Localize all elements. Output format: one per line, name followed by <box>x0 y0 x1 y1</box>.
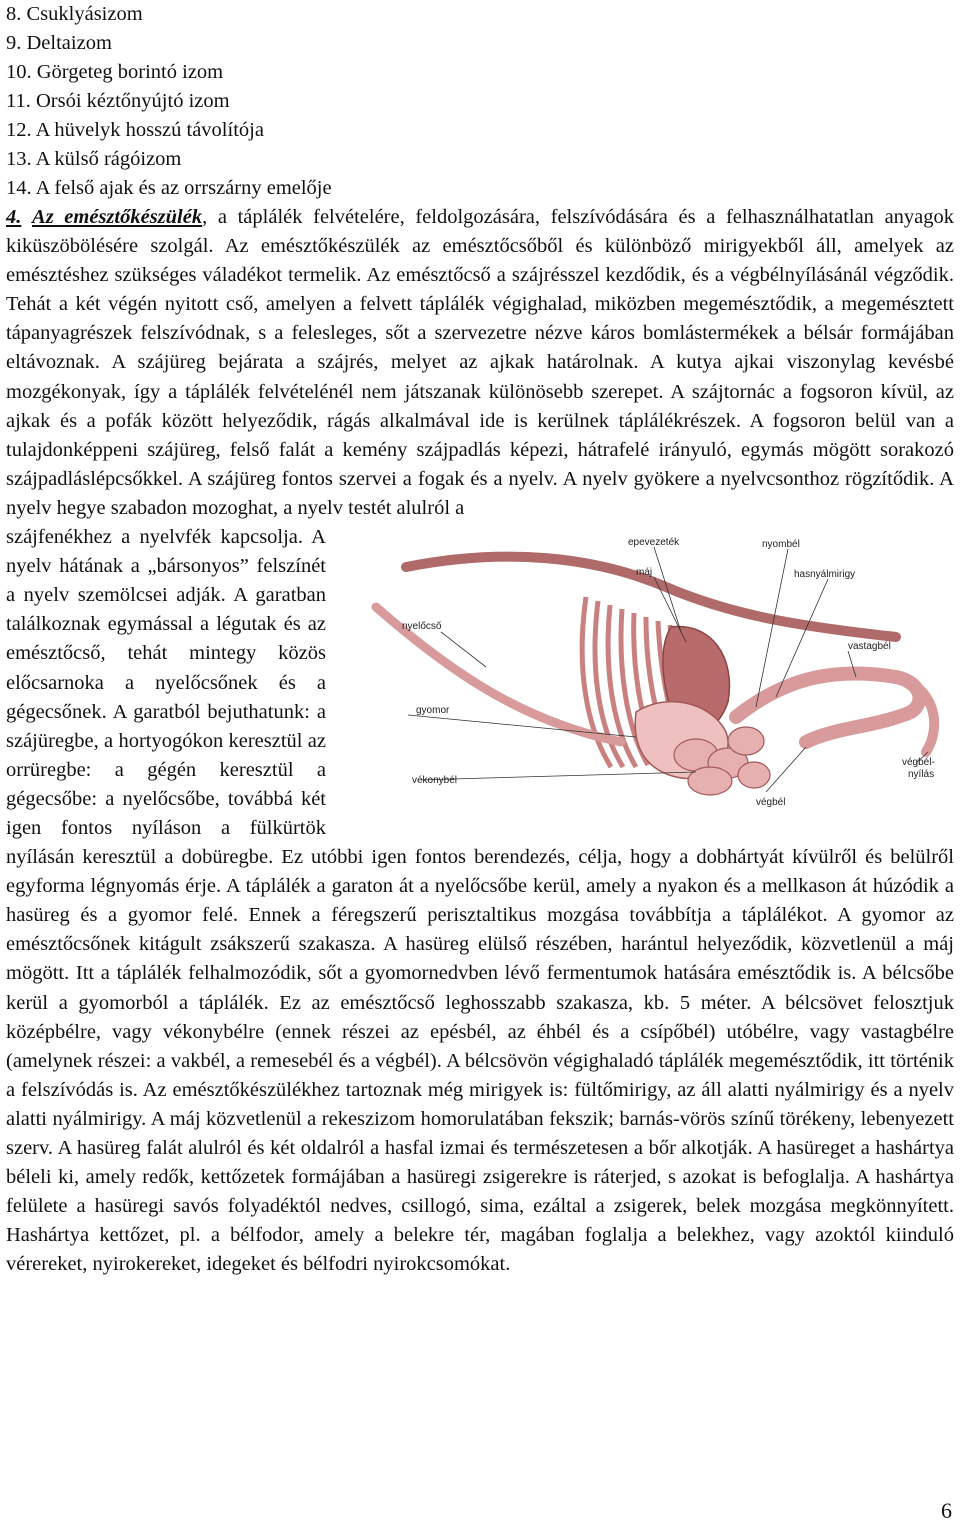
section-lead: Az emésztőkészülék <box>32 206 203 228</box>
list-item: 10. Görgeteg borintó izom <box>6 61 224 83</box>
list-item: 9. Deltaizom <box>6 32 112 54</box>
label-nyombel: nyombél <box>762 539 800 551</box>
label-epevezetek: epevezeték <box>628 537 680 549</box>
section-number: 4. <box>6 206 22 228</box>
page-number: 6 <box>941 1498 952 1523</box>
digestive-system-diagram <box>336 527 954 822</box>
document-page <box>6 0 954 1279</box>
label-vekonybel: vékonybél <box>412 775 458 787</box>
list-item: 12. A hüvelyk hosszú távolítója <box>6 119 264 141</box>
label-vastagbel: vastagbél <box>848 641 891 653</box>
section-paragraph-continued: szájfenékhez a nyelvfék kapcsolja. A nyelv hátának a „bársonyos” felszínét a nyelv szemölcsei adják. A garatban találkoznak egymással a légutak és az emésztőcső, tehát mintegy közös előcsarnoka a nyelőcsőnek és a gégecsőnek. A garatból bejuthatunk: a szájüregbe, a hortyogókon keresztül az orrüregbe: a gégén keresztül a gégecsőbe: a nyelőcsőbe, továbbá két igen fontos nyíláson a fülkürtök nyílásán keresztül a dobüregbe. Ez utóbbi igen fontos berendezés, célja, hogy a dobhártyát kívülről és belülről egyforma légnyomás érje. A táplálék a garaton át a nyelőcsőbe kerül, amely a nyakon és a mellkason át húzódik a hasüreg és a gyomor felé. Ennek a féregszerű perisztaltikus mozgása továbbítja a táplálékot. A gyomor az emésztőcsőnek kitágult zsákszerű szakasza. A hasüreg elülső részében, harántul helyeződik, közvetlenül a máj mögött. Itt a táplálék felhalmozódik, sőt a gyomornedvben lévő fermentumok hatására emésztődik is. A bélcsőbe kerül a gyomorból a táplálék. Ez az emésztőcső leghosszabb szakasza, kb. 5 méter. A bélcsövet felosztjuk középbélre, vagy vékonybélre (ennek részei az epésbél, az éhbél és a csípőbél) utóbélre, vagy vastagbélre (amelynek részei: a vakbél, a remesebél és a végbél). A bélcsövön végighaladó táplálék megemésztődik, itt történik a felszívódás is. Az emésztőkészülékhez tartoznak még mirigyek is: fültőmirigy, az áll alatti nyálmirigy és a nyelv alatti nyálmirigy. A máj közvetlenül a rekeszizom homorulatában fekszik; barnás-vörös színű törékeny, lebenyezett szerv. A hasüreg falát alulról és két oldalról a hasfal izmai és természetesen a bőr alkotják. A hasüreget a hashártya béleli ki, amely redők, kettőzetek formájában a hasüregi zsigerekre is ráterjed, s azokat is befoglalja. A hashártya felülete a hasüregi savós folyadéktól nedves, csillogó, sima, ezáltal a zsigerek, belek mozgása megkönnyített. Hashártya kettőzet, pl. a bélfodor, amely a belekre tér, magában foglalja a belekhez, vagy azoktól kiinduló vérereket, nyirokereket, idegeket és bélfodri nyirokcsomókat. <box>6 526 954 1276</box>
label-vegbel-nyilas <box>902 757 938 780</box>
list-item: 11. Orsói kéztőnyújtó izom <box>6 90 230 112</box>
label-nyelocso: nyelőcső <box>402 621 442 633</box>
label-vegbel: végbél <box>756 797 786 809</box>
section-paragraph <box>6 203 954 523</box>
label-hasnyalmirigy: hasnyálmirigy <box>794 569 856 581</box>
list-item: 13. A külső rágóizom <box>6 148 182 170</box>
label-maj: máj <box>636 567 653 579</box>
label-vegbel-nyilas-line1: végbél- <box>902 757 935 769</box>
digestive-system-figure <box>336 527 954 822</box>
muscle-list <box>6 0 954 203</box>
section-text-intro: , a táplálék felvételére, feldolgozására, felszívódására és a felhasználhatatlan anyagok kiküszöbölésére szolgál. Az emésztőkészülék az emésztőcsőből és különböző mirigyekből áll, amelyek az emésztéshez szükséges váladékot termelik. Az emésztőcső a szájrésszel kezdődik, és a végbélnyílásánál végződik. Tehát a két végén nyitott cső, amelyen a felvett táplálék végighalad, miközben megemésztődik, a megemésztett tápanyagrészek felszívódnak, s a felesleges, sőt a szervezetre nézve káros bomlástermékek a bélsár formájában eltávoznak. A szájüreg bejárata a szájrés, melyet az ajkak határolnak. A kutya ajkai viszonylag kevésbé mozgékonyak, így a táplálék felvételénél nem játszanak különösebb szerepet. A szájtornác a fogsoron kívül, az ajkak és a pofák között helyeződik, rágás alkalmával ide is kerülnek táplálékrészek. A fogsoron belül van a tulajdonképpeni szájüreg, felső falát a kemény szájpadlás képezi, hátrafelé irányuló, egymás mögött sorakozó szájpadláslépcsőkkel. A szájüreg fontos szervei a fogak és a nyelv. A nyelv gyökere a nyelvcsonthoz rögzítődik. A nyelv hegye szabadon mozoghat, a nyelv testét alulról a <box>6 206 955 519</box>
list-item: 8. Csuklyásizom <box>6 3 143 25</box>
large-intestine <box>736 673 919 742</box>
label-vegbel-nyilas-line2: nyílás <box>908 769 935 781</box>
label-gyomor: gyomor <box>416 705 450 717</box>
list-item: 14. A felső ajak és az orrszárny emelője <box>6 177 332 199</box>
